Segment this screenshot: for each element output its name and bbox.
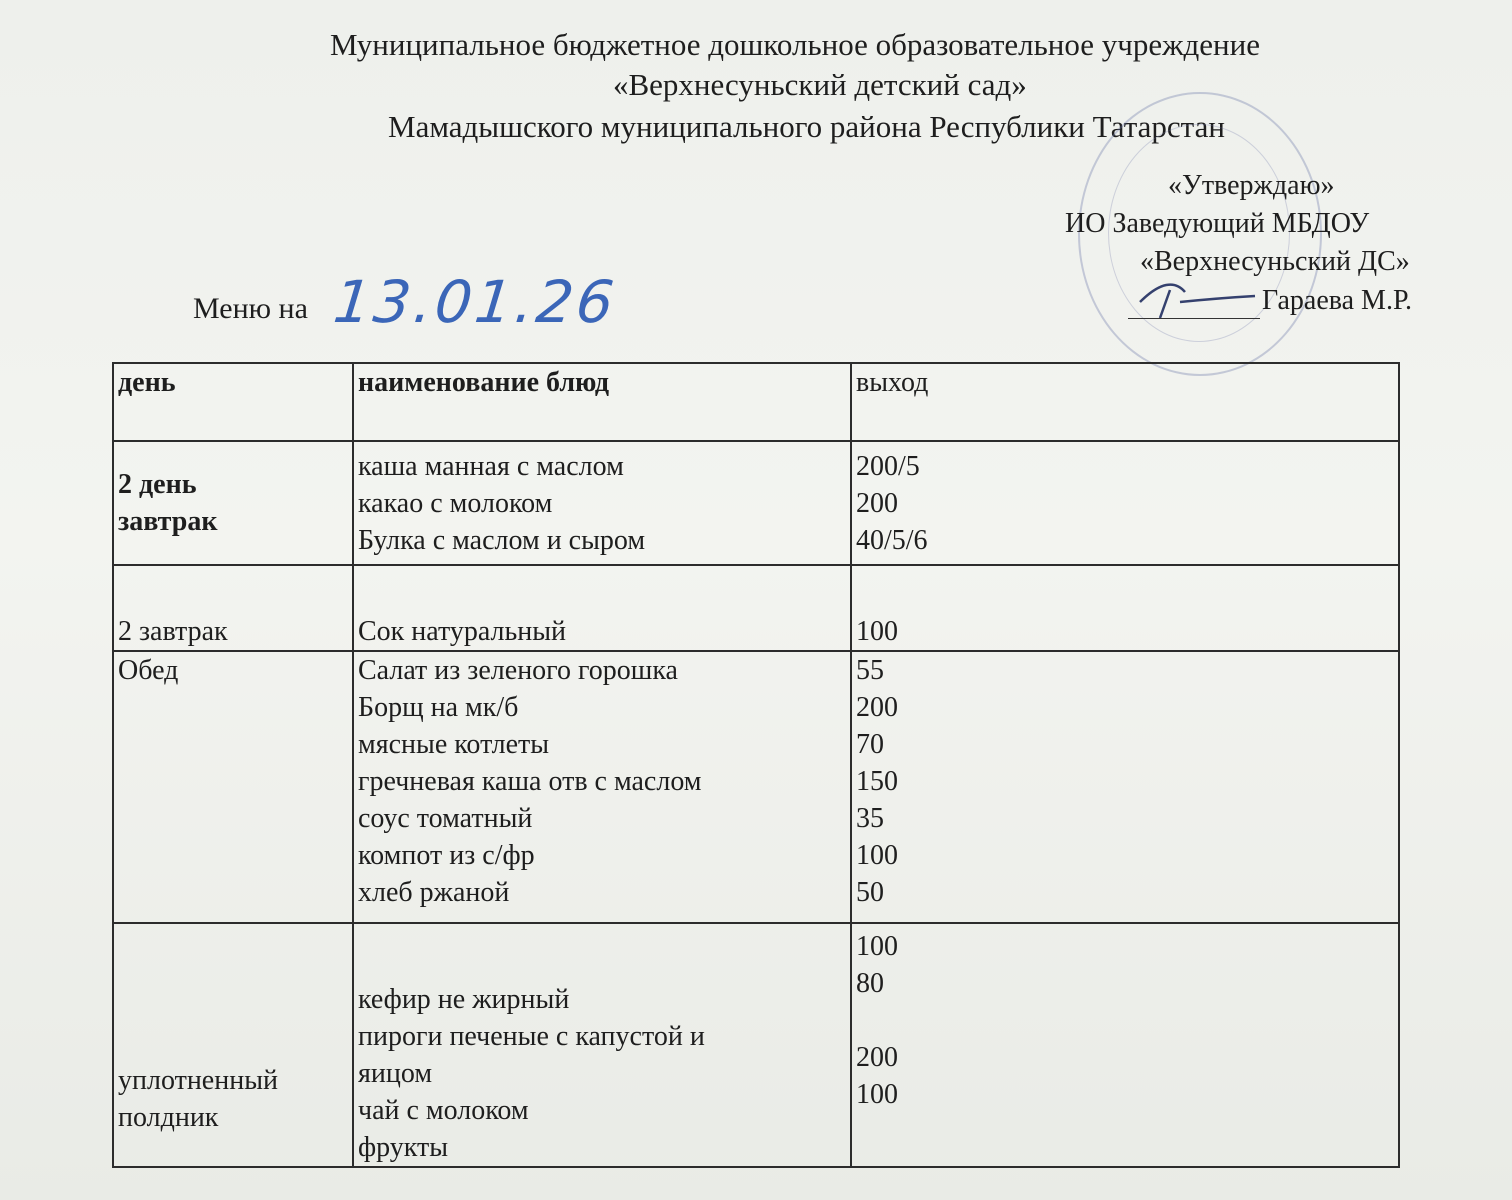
table-header-row [113, 363, 1399, 441]
output-cell [851, 441, 1399, 565]
dish-item: Борщ на мк/б [358, 692, 519, 723]
output-value: 100 [856, 616, 898, 647]
header-institution: Муниципальное бюджетное дошкольное образовательное учреждение [330, 27, 1260, 62]
table-row [113, 565, 1399, 651]
dish-item: мясные котлеты [358, 729, 550, 760]
meal-text: 2 день [118, 469, 197, 500]
output-value: 55 [856, 655, 884, 686]
output-value: 50 [856, 877, 884, 908]
dish-cell [353, 923, 851, 1167]
dish-item: Сок натуральный [358, 616, 567, 647]
dish-item: гречневая каша отв с маслом [358, 766, 702, 797]
header-district: Мамадышского муниципального района Республики Татарстан [388, 109, 1225, 144]
header-kindergarten: «Верхнесуньский детский сад» [613, 67, 1027, 102]
output-cell [851, 651, 1399, 923]
dish-item: кефир не жирный [358, 984, 570, 1015]
meal-cell [113, 565, 353, 651]
menu-date: 13.01.26 [330, 268, 620, 336]
dish-item: каша манная с маслом [358, 450, 624, 482]
output-value: 200 [856, 487, 898, 519]
output-value: 100 [856, 1079, 898, 1110]
dish-cell [353, 565, 851, 651]
signature-line [1128, 318, 1260, 319]
dish-cell [353, 651, 851, 923]
header-dish: наименование блюд [353, 363, 851, 441]
approval-position: ИО Заведующий МБДОУ [1065, 208, 1370, 239]
output-value: 150 [856, 766, 898, 797]
menu-label: Меню на [193, 292, 308, 325]
dish-item: пироги печеные с капустой и [358, 1021, 705, 1052]
output-cell [851, 923, 1399, 1167]
dish-item: Салат из зеленого горошка [358, 655, 678, 686]
approval-org: «Верхнесуньский ДС» [1140, 246, 1410, 277]
approval-name: Гараева М.Р. [1262, 285, 1413, 316]
output-value: 40/5/6 [856, 524, 928, 556]
dish-item: чай с молоком [358, 1095, 529, 1126]
meal-cell [113, 923, 353, 1167]
table-row [113, 441, 1399, 565]
output-value: 70 [856, 729, 884, 760]
dish-item: яицом [358, 1058, 433, 1089]
approval-title: «Утверждаю» [1168, 170, 1335, 201]
output-value: 200 [856, 1042, 898, 1073]
output-value [856, 1002, 1394, 1039]
meal-text: уплотненный [118, 1065, 279, 1096]
output-value: 35 [856, 803, 884, 834]
meal-cell [113, 441, 353, 565]
dish-item: Булка с маслом и сыром [358, 524, 646, 556]
meal-text: завтрак [118, 506, 218, 537]
dish-item: фрукты [358, 1132, 449, 1163]
output-value: 80 [856, 968, 884, 999]
signature-image [1130, 272, 1260, 322]
table-row [113, 651, 1399, 923]
dish-cell [353, 441, 851, 565]
dish-item: соус томатный [358, 803, 533, 834]
output-cell [851, 565, 1399, 651]
table-row [113, 923, 1399, 1167]
output-value: 100 [856, 931, 898, 962]
dish-item: хлеб ржаной [358, 877, 510, 908]
header-output: выход [851, 363, 1399, 441]
output-value: 200 [856, 692, 898, 723]
meal-text: 2 завтрак [118, 616, 228, 647]
dish-item: какао с молоком [358, 487, 553, 519]
meal-cell [113, 651, 353, 923]
output-value: 200/5 [856, 450, 920, 482]
header-day: день [113, 363, 353, 441]
output-value: 100 [856, 840, 898, 871]
meal-text: Обед [118, 655, 179, 686]
menu-table [112, 362, 1400, 1168]
meal-text: полдник [118, 1102, 219, 1133]
dish-item: компот из с/фр [358, 840, 535, 871]
